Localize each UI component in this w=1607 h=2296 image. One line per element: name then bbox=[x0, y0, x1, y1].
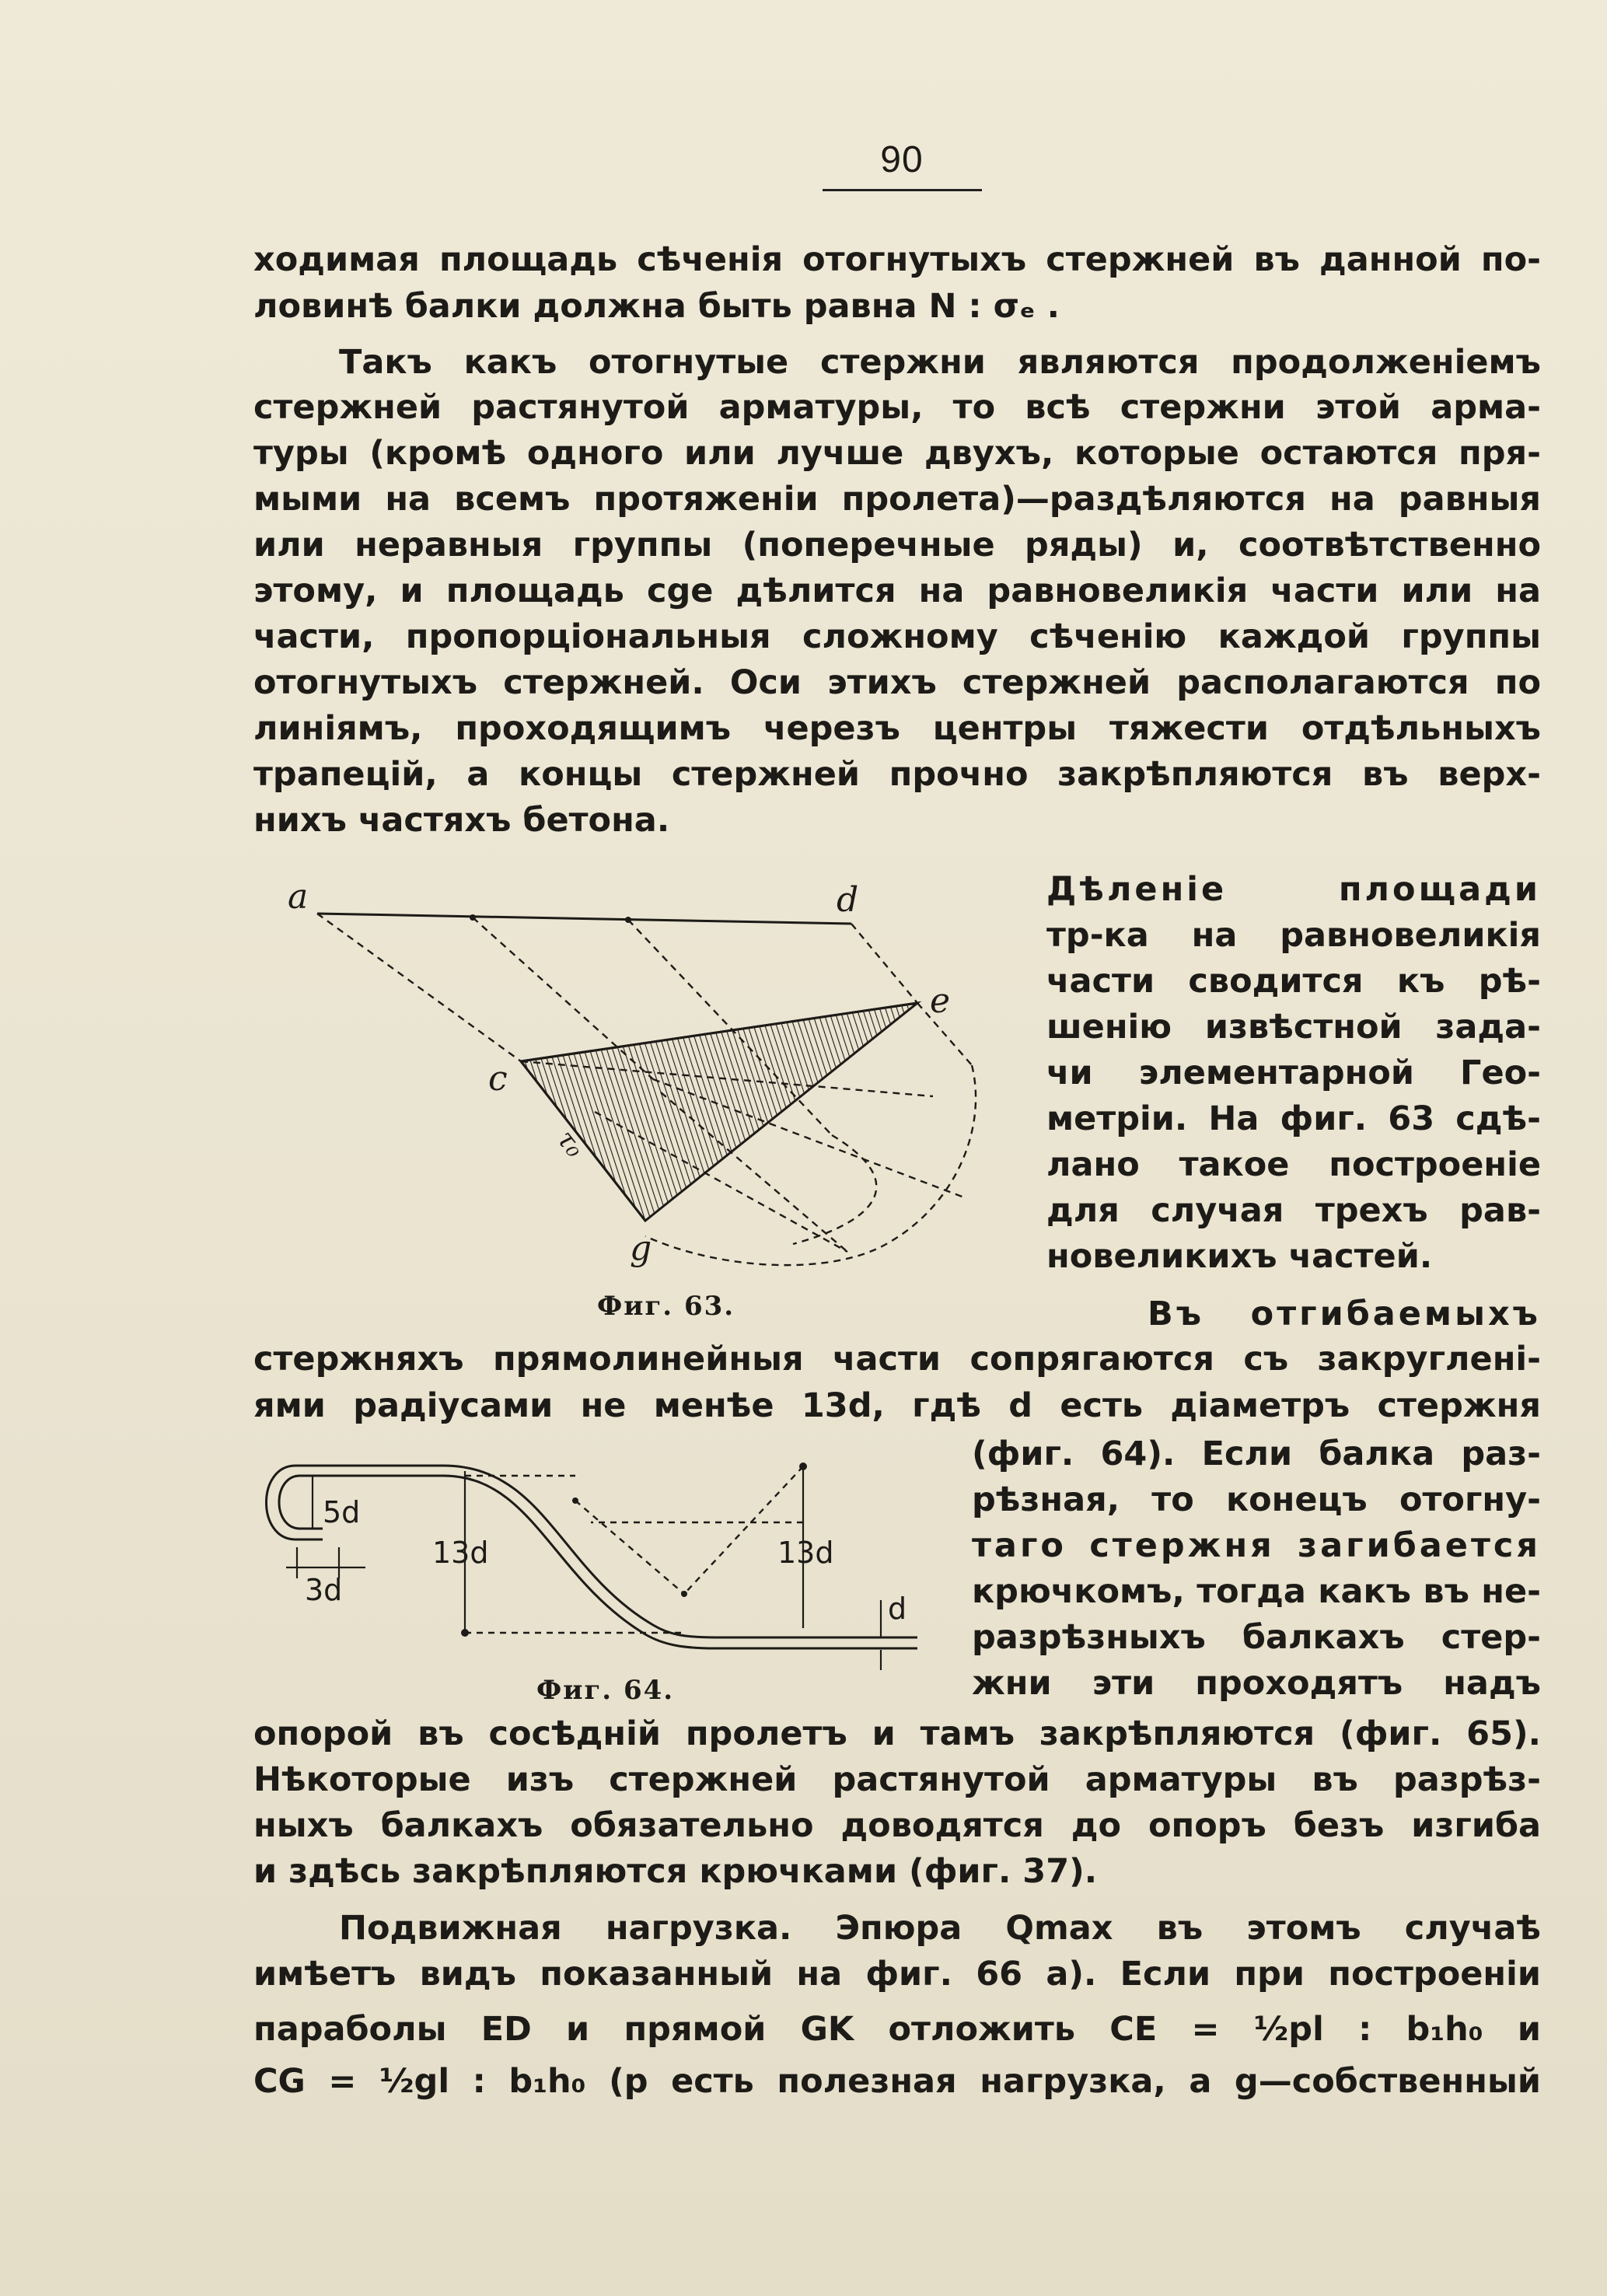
figure-63-caption: Фиг. 63. bbox=[597, 1291, 735, 1322]
text-line: стержней растянутой арматуры, то всѣ стержни этой арма- bbox=[253, 388, 1541, 427]
side-text-line: лано такое построеніе bbox=[1046, 1145, 1541, 1184]
figure-63-diagram bbox=[288, 879, 1003, 1283]
side-text-line: рѣзная, то конецъ отогну- bbox=[972, 1480, 1541, 1519]
label-d: d bbox=[888, 1592, 907, 1626]
text-line: ныхъ балкахъ обязательно доводятся до опоръ безъ изгиба bbox=[253, 1806, 1541, 1845]
label-e: e bbox=[930, 981, 951, 1021]
text-line: Такъ какъ отогнутые стержни являются продолженіемъ bbox=[339, 343, 1541, 382]
side-text-line: тр-ка на равновеликія bbox=[1046, 916, 1541, 955]
label-d: d bbox=[837, 880, 859, 920]
text-line: имѣетъ видъ показанный на фиг. 66 a). Если при построеніи bbox=[253, 1955, 1541, 1994]
side-text-line: Въ отгибаемыхъ bbox=[1148, 1295, 1541, 1333]
text-line: ями радіусами не менѣе 13d, гдѣ d есть діаметръ стержня bbox=[253, 1386, 1541, 1425]
text-line: Подвижная нагрузка. Эпюра Qmax въ этомъ случаѣ bbox=[339, 1909, 1541, 1948]
side-text-line: части сводится къ рѣ- bbox=[1046, 962, 1541, 1001]
text-line: отогнутыхъ стержней. Оси этихъ стержней располагаются по bbox=[253, 663, 1541, 702]
text-line: линіямъ, проходящимъ черезъ центры тяжести отдѣльныхъ bbox=[253, 709, 1541, 748]
text-line: мыми на всемъ протяженіи пролета)—раздѣляются на равныя bbox=[253, 480, 1541, 519]
side-text-line: метріи. На фиг. 63 сдѣ- bbox=[1046, 1099, 1541, 1138]
side-text-line: (фиг. 64). Если балка раз- bbox=[972, 1435, 1541, 1473]
side-text-line: шенію извѣстной зада- bbox=[1046, 1008, 1541, 1047]
text-line: ходимая площадь сѣченія отогнутыхъ стержней въ данной по- bbox=[253, 240, 1541, 279]
side-text-line: разрѣзныхъ балкахъ стер- bbox=[972, 1618, 1541, 1657]
side-text-line: для случая трехъ рав- bbox=[1046, 1191, 1541, 1230]
text-line: части, пропорціональныя сложному сѣченію каждой группы bbox=[253, 617, 1541, 656]
text-line: туры (кромѣ одного или лучше двухъ, которые остаются пря- bbox=[253, 434, 1541, 473]
figure-64-caption: Фиг. 64. bbox=[536, 1675, 675, 1706]
text-line: и здѣсь закрѣпляются крючками (фиг. 37). bbox=[253, 1852, 1098, 1891]
label-tau: τ₀ bbox=[550, 1124, 591, 1164]
text-line: или неравныя группы (поперечные ряды) и, соотвѣтственно bbox=[253, 526, 1541, 564]
text-line: ловинѣ балки должна быть равна N : σₑ . bbox=[253, 287, 1060, 326]
text-line: Нѣкоторые изъ стержней растянутой арматуры въ разрѣз- bbox=[253, 1760, 1541, 1799]
label-c: c bbox=[488, 1059, 508, 1099]
side-text-line: жни эти проходятъ надъ bbox=[972, 1664, 1541, 1703]
label-g: g bbox=[630, 1228, 652, 1268]
label-3d: 3d bbox=[305, 1573, 343, 1607]
text-line: параболы ED и прямой GK отложить CE = ½pl : b₁h₀ и bbox=[253, 2010, 1541, 2049]
side-text-line: чи элементарной Гео- bbox=[1046, 1054, 1541, 1092]
label-5d: 5d bbox=[323, 1495, 361, 1529]
text-line: трапецій, а концы стержней прочно закрѣпляются въ верх- bbox=[253, 755, 1541, 794]
side-text-line: Дѣленіе площади bbox=[1046, 870, 1541, 909]
side-text-line: крючкомъ, тогда какъ въ не- bbox=[972, 1572, 1541, 1611]
page-number: 90 bbox=[880, 139, 924, 180]
label-13d-a: 13d bbox=[432, 1536, 489, 1570]
side-text-line: таго стержня загибается bbox=[972, 1526, 1541, 1565]
side-text-line: новеликихъ частей. bbox=[1046, 1237, 1433, 1276]
text-line: CG = ½gl : b₁h₀ (p есть полезная нагрузка, а g—собственный bbox=[253, 2062, 1541, 2101]
label-13d-b: 13d bbox=[777, 1536, 834, 1570]
text-line: опорой въ сосѣдній пролетъ и тамъ закрѣпляются (фиг. 65). bbox=[253, 1714, 1541, 1753]
text-line: стержняхъ прямолинейныя части сопрягаются съ закругленi- bbox=[253, 1340, 1541, 1379]
text-line: нихъ частяхъ бетона. bbox=[253, 801, 670, 840]
label-a: a bbox=[288, 879, 309, 917]
figure-64-diagram bbox=[249, 1438, 948, 1679]
text-line: этому, и площадь cge дѣлится на равновеликія части или на bbox=[253, 571, 1541, 610]
page-number-rule bbox=[823, 189, 982, 191]
